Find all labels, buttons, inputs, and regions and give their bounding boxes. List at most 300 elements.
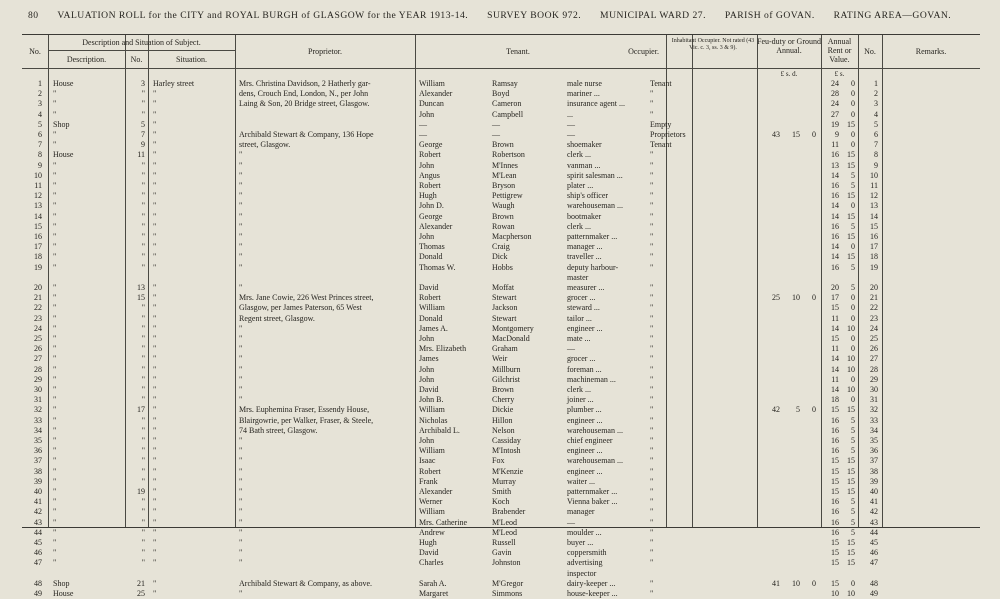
cell-d: ": [53, 507, 57, 517]
cell-to: engineer ...: [567, 415, 603, 425]
table-row: [22, 212, 980, 222]
cell-d: ": [53, 89, 57, 99]
cell-sit: ": [153, 476, 157, 486]
cell-to: Vienna baker ...: [567, 497, 618, 507]
cell-tf: Andrew: [419, 527, 445, 537]
table-row: [22, 293, 980, 303]
cell-tf: Nicholas: [419, 415, 448, 425]
cell-d: ": [53, 221, 57, 231]
table-row: [22, 120, 980, 130]
cell-ts: Graham: [492, 344, 518, 354]
cell-rs: 5: [851, 497, 855, 507]
cell-rl: 16: [831, 425, 839, 435]
cell-occ: ": [650, 89, 654, 99]
cell-d: ": [53, 548, 57, 558]
cell-num: ": [141, 538, 145, 547]
cell-tf: Alexander: [419, 89, 453, 99]
cell-occ: ": [650, 446, 654, 456]
cell-sit: ": [153, 232, 157, 241]
cell-occ: ": [650, 323, 654, 333]
cell-ts: Craig: [492, 242, 510, 252]
cell-sit: ": [153, 130, 157, 139]
cell-sit: ": [153, 558, 157, 568]
cell-p: ": [239, 201, 243, 211]
cell-occ: ": [650, 99, 654, 109]
cell-n: 2: [38, 89, 42, 99]
cell-num: ": [141, 344, 145, 354]
cell-rs: 0: [851, 293, 855, 303]
cell-n: 32: [870, 405, 878, 415]
cell-rl: 17: [831, 293, 839, 303]
cell-num: ": [141, 252, 145, 262]
cell-occ: ": [650, 232, 654, 241]
cell-sit: ": [153, 538, 157, 547]
table-row: [22, 518, 980, 528]
cell-ts: M'Intosh: [492, 446, 521, 456]
cell-num: 3: [141, 79, 145, 88]
currency-lsd: £ s. d.: [780, 70, 798, 78]
cell-rl: 16: [831, 232, 839, 241]
cell-n: 11: [870, 181, 878, 190]
cell-n: 47: [34, 558, 42, 568]
cell-ts: Smith: [492, 487, 512, 496]
cell-p: Laing & Son, 20 Bridge street, Glasgow.: [239, 99, 370, 109]
cell-p: ": [239, 211, 243, 221]
cell-occ: Tenant: [650, 79, 672, 88]
cell-occ: ": [650, 507, 654, 517]
cell-n: 14: [870, 211, 878, 221]
cell-num: ": [141, 497, 145, 507]
cell-d: ": [53, 354, 57, 364]
cell-n: 32: [34, 405, 42, 415]
cell-tf: Thomas: [419, 242, 445, 252]
cell-p: ": [239, 395, 243, 405]
cell-rs: 15: [847, 558, 855, 568]
cell-p: ": [239, 487, 243, 496]
cell-n: 1: [874, 79, 878, 88]
cell-sit: ": [153, 191, 157, 201]
cell-d: ": [53, 242, 57, 252]
cell-ts: Stewart: [492, 293, 517, 303]
cell-num: ": [141, 303, 145, 313]
cell-rl: 24: [831, 99, 839, 109]
cell-d: ": [53, 446, 57, 456]
cell-n: 33: [34, 415, 42, 425]
cell-rl: 15: [831, 476, 839, 486]
cell-occ: ": [650, 242, 654, 252]
cell-num: ": [141, 507, 145, 517]
cell-n: 30: [870, 385, 878, 394]
cell-n: 48: [870, 578, 878, 588]
cell-tf: Hugh: [419, 538, 437, 547]
cell-ts: Fox: [492, 456, 505, 466]
cell-rl: 15: [831, 456, 839, 466]
cell-occ: ": [650, 578, 654, 588]
cell-rs: 5: [851, 517, 855, 527]
cell-p: street, Glasgow.: [239, 140, 291, 150]
roll-title: VALUATION ROLL for the CITY and ROYAL BURGH of GLASGOW for the YEAR 1913-14.: [57, 10, 469, 21]
table-row: [22, 263, 980, 273]
cell-rs: 10: [847, 385, 855, 394]
table-row: [22, 589, 980, 599]
cell-rl: 14: [831, 252, 839, 262]
cell-to: —: [567, 344, 575, 354]
cell-num: 21: [137, 578, 145, 588]
cell-sit: ": [153, 252, 157, 262]
cell-rs: 10: [847, 354, 855, 364]
cell-d: ": [53, 527, 57, 537]
cell-num: 7: [141, 130, 145, 139]
cell-n: 3: [874, 99, 878, 109]
table-row: [22, 140, 980, 150]
cell-occ: ": [650, 385, 654, 394]
cell-occ: ": [650, 170, 654, 180]
cell-rs: 15: [847, 160, 855, 170]
table-row: [22, 222, 980, 232]
cell-p: ": [239, 191, 243, 201]
table-row: [22, 273, 980, 283]
cell-d: ": [53, 293, 57, 303]
cell-tf: Alexander: [419, 221, 453, 231]
cell-occ: ": [650, 558, 654, 568]
cell-occ: ": [650, 456, 654, 466]
cell-occ: ": [650, 109, 654, 119]
cell-num: ": [141, 527, 145, 537]
cell-tf: Alexander: [419, 487, 453, 496]
cell-p: ": [239, 221, 243, 231]
table-row: [22, 334, 980, 344]
table-row: [22, 365, 980, 375]
cell-n: 24: [870, 323, 878, 333]
cell-tf: John: [419, 334, 435, 343]
cell-n: 49: [870, 589, 878, 598]
cell-p: Mrs. Jane Cowie, 226 West Princes street,: [239, 293, 374, 303]
cell-n: 22: [34, 303, 42, 313]
cell-n: 4: [38, 109, 42, 119]
cell-to: tailor ...: [567, 313, 592, 323]
cell-ts: —: [492, 130, 500, 139]
cell-d: ": [53, 334, 57, 343]
cell-sit: ": [153, 109, 157, 119]
cell-fl: 25: [772, 293, 780, 303]
cell-p: ": [239, 283, 243, 292]
cell-rl: 11: [831, 344, 839, 354]
cell-n: 39: [34, 476, 42, 486]
cell-tf: John: [419, 374, 435, 384]
cell-to: grocer ...: [567, 293, 596, 303]
cell-rs: 15: [847, 211, 855, 221]
cell-tf: Robert: [419, 293, 441, 303]
cell-n: 37: [870, 456, 878, 466]
cell-fl: 42: [772, 405, 780, 415]
cell-tf: —: [419, 119, 427, 129]
cell-n: 10: [870, 170, 878, 180]
cell-tf: Archibald L.: [419, 425, 460, 435]
cell-rl: 15: [831, 334, 839, 343]
cell-fs: 10: [792, 293, 800, 303]
table-row: [22, 324, 980, 334]
cell-sit: ": [153, 487, 157, 496]
cell-rs: 10: [847, 589, 855, 598]
cell-to: clerk ...: [567, 385, 591, 394]
cell-d: ": [53, 487, 57, 496]
cell-tf: George: [419, 211, 443, 221]
cell-tf: Robert: [419, 181, 441, 190]
cell-to: engineer ...: [567, 466, 603, 476]
cell-sit: ": [153, 497, 157, 507]
table-row: [22, 467, 980, 477]
cell-n: 34: [870, 425, 878, 435]
cell-p: ": [239, 374, 243, 384]
cell-num: ": [141, 425, 145, 435]
cell-sit: ": [153, 334, 157, 343]
cell-ts: Nelson: [492, 425, 515, 435]
cell-tf: Robert: [419, 150, 441, 160]
parish: PARISH of GOVAN.: [724, 10, 815, 21]
currency-ls: £ s.: [834, 70, 845, 78]
cell-n: 7: [874, 140, 878, 150]
cell-num: ": [141, 364, 145, 374]
cell-n: 41: [870, 497, 878, 507]
cell-occ: ": [650, 181, 654, 190]
cell-n: 38: [34, 466, 42, 476]
cell-ts: Cherry: [492, 395, 515, 405]
cell-to: steward ...: [567, 303, 600, 313]
cell-to: clerk ...: [567, 150, 591, 160]
cell-n: 18: [870, 252, 878, 262]
cell-num: ": [141, 170, 145, 180]
cell-tf: William: [419, 79, 445, 88]
cell-num: ": [141, 558, 145, 568]
cell-fl: 43: [772, 130, 780, 139]
col-no-right: No.: [864, 47, 876, 56]
cell-rs: 5: [851, 262, 855, 272]
cell-ts: Johnston: [492, 558, 521, 568]
cell-rs: 5: [851, 283, 855, 292]
cell-ts: M'Leod: [492, 517, 517, 527]
cell-ts: Weir: [492, 354, 508, 364]
cell-ts: Brabender: [492, 507, 526, 517]
col-annual-rent: Annual Rent or Value.: [827, 37, 852, 64]
cell-n: 28: [34, 364, 42, 374]
cell-d: House: [53, 150, 74, 160]
cell-rs: 0: [851, 334, 855, 343]
table-row: [22, 436, 980, 446]
cell-ts: Robertson: [492, 150, 525, 160]
cell-d: ": [53, 344, 57, 354]
cell-tf: John: [419, 436, 435, 445]
cell-sit: ": [153, 201, 157, 211]
cell-p: ": [239, 354, 243, 364]
cell-fl: 41: [772, 578, 780, 588]
cell-rs: 15: [847, 150, 855, 160]
cell-n: 2: [874, 89, 878, 99]
cell-d: ": [53, 466, 57, 476]
cell-ts: Stewart: [492, 313, 517, 323]
cell-sit: ": [153, 170, 157, 180]
cell-n: 34: [34, 425, 42, 435]
cell-num: 19: [137, 487, 145, 496]
cell-n: 49: [34, 589, 42, 598]
cell-rl: 16: [831, 527, 839, 537]
cell-occ: ": [650, 201, 654, 211]
cell-tf: David: [419, 283, 439, 292]
cell-rl: 16: [831, 497, 839, 507]
table-row: [22, 375, 980, 385]
cell-ts: Moffat: [492, 283, 515, 292]
cell-sit: ": [153, 385, 157, 394]
cell-ts: M'Gregor: [492, 578, 524, 588]
cell-rl: 16: [831, 150, 839, 160]
cell-to: warehouseman ...: [567, 425, 623, 435]
cell-num: ": [141, 181, 145, 190]
cell-ts: Murray: [492, 476, 516, 486]
cell-sit: Harley street: [153, 79, 195, 88]
cell-n: 9: [874, 160, 878, 170]
cell-tf: John D.: [419, 201, 444, 211]
cell-ts: Russell: [492, 538, 516, 547]
cell-num: ": [141, 323, 145, 333]
cell-d: ": [53, 130, 57, 139]
cell-n: 21: [34, 293, 42, 303]
cell-rs: 5: [851, 181, 855, 190]
cell-p: ": [239, 446, 243, 456]
cell-to: coppersmith: [567, 548, 607, 558]
cell-d: ": [53, 517, 57, 527]
cell-d: ": [53, 201, 57, 211]
cell-rl: 15: [831, 303, 839, 313]
cell-occ: ": [650, 425, 654, 435]
cell-rs: 15: [847, 119, 855, 129]
cell-ts: Brown: [492, 140, 514, 150]
cell-d: ": [53, 456, 57, 466]
cell-num: ": [141, 262, 145, 272]
col-description-situation: Description and Situation of Subject.: [82, 38, 201, 47]
cell-sit: ": [153, 405, 157, 415]
cell-d: ": [53, 140, 57, 150]
table-row: [22, 79, 980, 89]
cell-num: ": [141, 242, 145, 252]
cell-sit: ": [153, 181, 157, 190]
cell-tf: Angus: [419, 170, 440, 180]
cell-sit: ": [153, 221, 157, 231]
cell-num: ": [141, 436, 145, 445]
cell-rl: 16: [831, 415, 839, 425]
municipal-ward: MUNICIPAL WARD 27.: [600, 10, 706, 21]
cell-rs: 0: [851, 374, 855, 384]
cell-num: ": [141, 313, 145, 323]
cell-tf: David: [419, 385, 439, 394]
cell-rl: 14: [831, 354, 839, 364]
table-row: [22, 456, 980, 466]
cell-occ: ": [650, 303, 654, 313]
cell-sit: ": [153, 517, 157, 527]
cell-p: dens, Crouch End, London, N., per John: [239, 89, 369, 99]
cell-to: —: [567, 119, 575, 129]
col-no: No.: [29, 47, 41, 56]
cell-tf: John: [419, 232, 435, 241]
table-row: [22, 171, 980, 181]
cell-occ: ": [650, 497, 654, 507]
cell-sit: ": [153, 150, 157, 160]
cell-n: 36: [870, 446, 878, 456]
cell-rs: 0: [851, 395, 855, 405]
cell-n: 5: [38, 119, 42, 129]
cell-sit: ": [153, 89, 157, 99]
table-row: [22, 181, 980, 191]
cell-rs: 10: [847, 323, 855, 333]
cell-occ: ": [650, 221, 654, 231]
cell-n: 8: [38, 150, 42, 160]
cell-rs: 15: [847, 548, 855, 558]
cell-rs: 5: [851, 436, 855, 445]
cell-sit: ": [153, 323, 157, 333]
cell-n: 41: [34, 497, 42, 507]
cell-sit: ": [153, 415, 157, 425]
cell-to: traveller ...: [567, 252, 602, 262]
cell-sit: ": [153, 313, 157, 323]
cell-sit: ": [153, 344, 157, 354]
cell-to: moulder ...: [567, 527, 602, 537]
cell-num: ": [141, 99, 145, 109]
cell-occ: ": [650, 364, 654, 374]
cell-ts: M'Leod: [492, 527, 517, 537]
cell-n: 23: [870, 313, 878, 323]
cell-to: mate ...: [567, 334, 591, 343]
cell-occ: Tenant: [650, 140, 672, 150]
cell-n: 42: [34, 507, 42, 517]
cell-n: 15: [34, 221, 42, 231]
cell-num: ": [141, 232, 145, 241]
page-number: 80: [28, 10, 39, 21]
table-row: [22, 528, 980, 538]
cell-fd: 0: [812, 405, 816, 415]
cell-rl: 16: [831, 517, 839, 527]
table-row: [22, 150, 980, 160]
cell-d: ": [53, 364, 57, 374]
page-header: [28, 10, 967, 21]
table-row: [22, 89, 980, 99]
cell-occ: ": [650, 466, 654, 476]
cell-tf: John: [419, 364, 435, 374]
cell-d: ": [53, 99, 57, 109]
cell-fs: 15: [792, 130, 800, 139]
cell-ts: Jackson: [492, 303, 518, 313]
table-row: [22, 497, 980, 507]
cell-ts: Hobbs: [492, 262, 513, 272]
cell-d: ": [53, 323, 57, 333]
cell-n: 23: [34, 313, 42, 323]
cell-p: ": [239, 242, 243, 252]
cell-occ: ": [650, 252, 654, 262]
cell-rs: 15: [847, 405, 855, 415]
cell-num: ": [141, 385, 145, 394]
cell-d: ": [53, 538, 57, 547]
cell-n: 47: [870, 558, 878, 568]
cell-sit: ": [153, 548, 157, 558]
cell-occ: ": [650, 487, 654, 496]
cell-tf: Frank: [419, 476, 438, 486]
cell-num: 5: [141, 119, 145, 129]
table-row: [22, 426, 980, 436]
cell-n: 1: [38, 79, 42, 88]
cell-rl: 14: [831, 323, 839, 333]
cell-n: 9: [38, 160, 42, 170]
cell-occ: ": [650, 589, 654, 598]
cell-tf: Margaret: [419, 589, 449, 598]
cell-n: 19: [34, 262, 42, 272]
cell-ts: Macpherson: [492, 232, 532, 241]
